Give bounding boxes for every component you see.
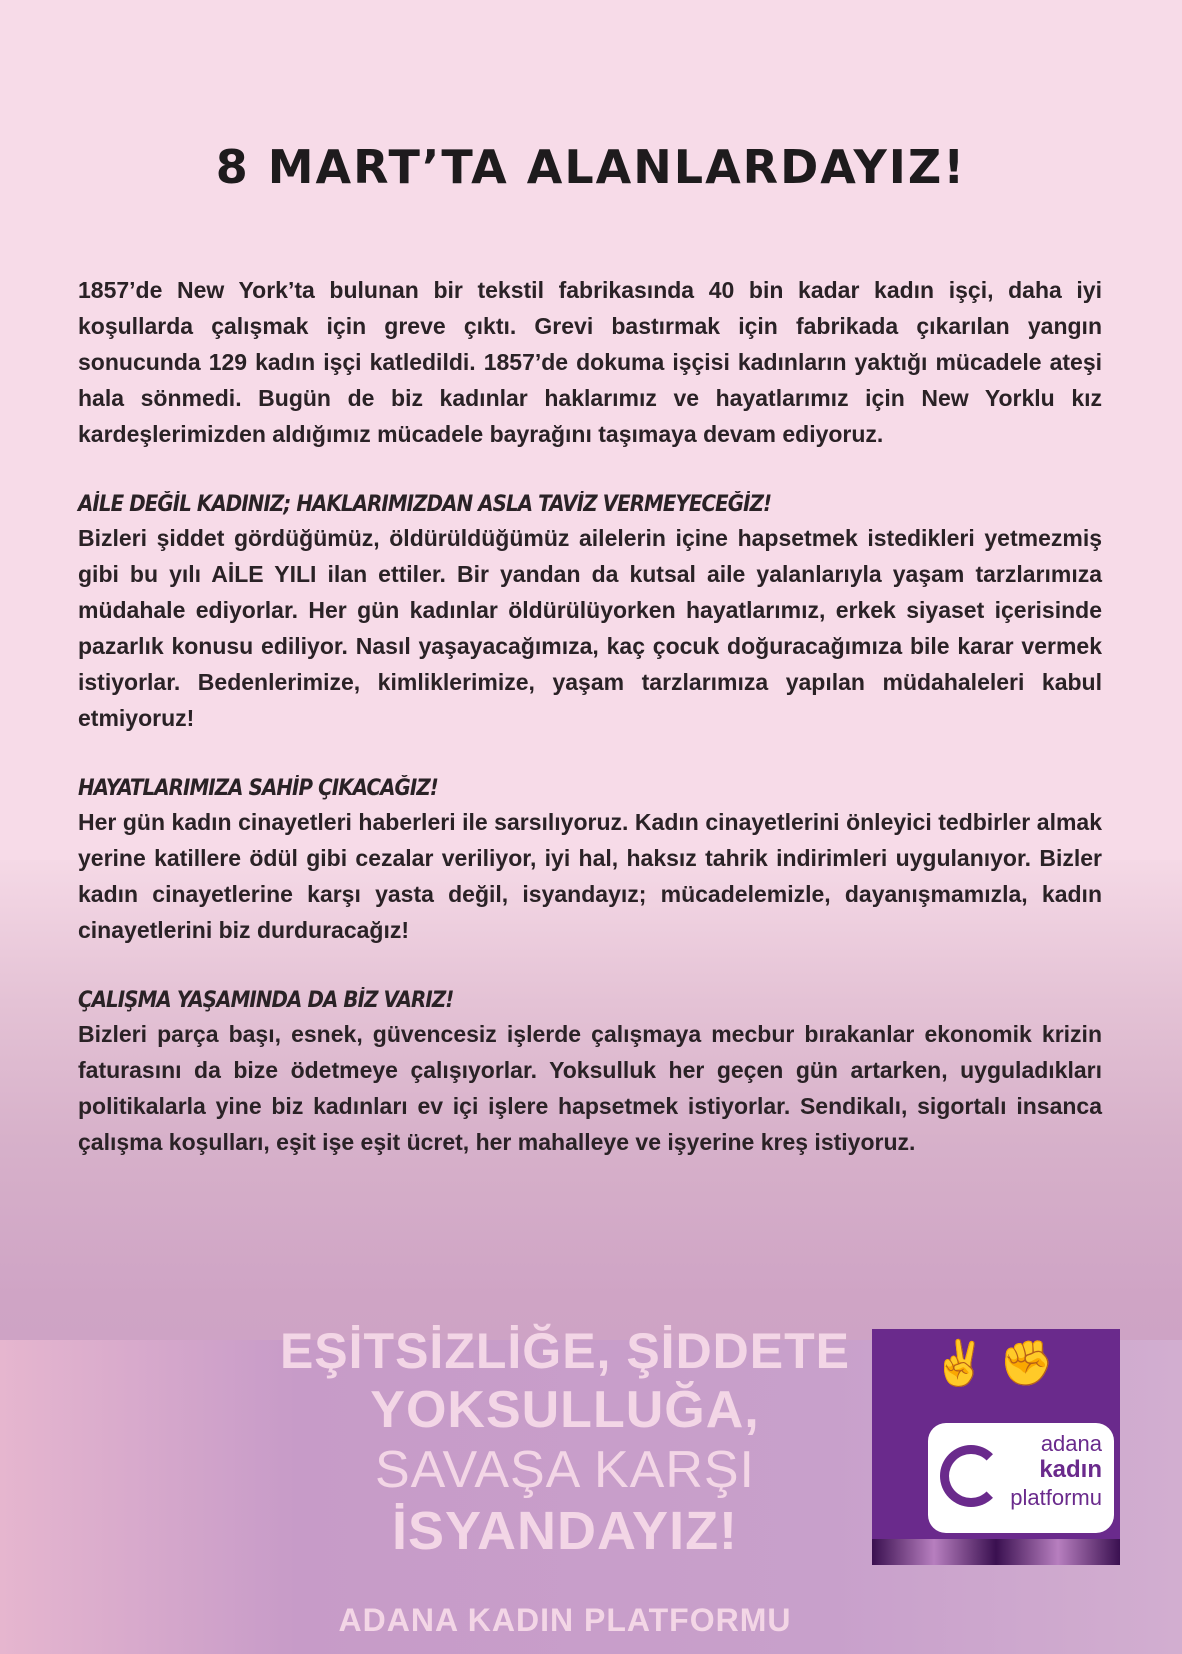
banner-footer: ADANA KADIN PLATFORMU — [338, 1602, 792, 1638]
article-body — [78, 272, 1102, 1160]
banner-line-2: YOKSULLUĞA, — [370, 1381, 760, 1439]
logo-card — [928, 1423, 1114, 1533]
section-paragraph: Bizleri şiddet gördüğümüz, öldürüldüğümüz ailelerin içine hapsetmek istedikleri yetmezmiş gibi bu yılı AİLE YILI ilan ettiler. Bir yandan da kutsal aile yalanlarıyla yaşam tarzlarımıza müdahale ediyorlar. Her gün kadınlar öldürülüyorken hayatlarımız, erkek siyaset içerisinde pazarlık konusu ediliyor. Nasıl yaşayacağımıza, kaç çocuk doğuracağımıza bile karar vermek istiyorlar. Bedenlerimize, kimliklerimize, yaşam tarzlarımıza yapılan müdahaleleri kabul etmiyoruz! — [78, 525, 1102, 731]
section-paragraph: Her gün kadın cinayetleri haberleri ile sarsılıyoruz. Kadın cinayetlerini önleyici tedbirler almak yerine katillere ödül gibi cezalar veriliyor, iyi hal, haksız tahrik indirimleri uygulanıyor. Bizler kadın cinayetlerine karşı yasta değil, isyandayız; mücadelemizle, dayanışmamızla, kadın cinayetlerini biz durduracağız! — [78, 809, 1102, 943]
women-silhouettes — [872, 1539, 1120, 1565]
intro-paragraph: 1857’de New York’ta bulunan bir tekstil fabrikasında 40 bin kadar kadın işçi, daha iyi koşullarda çalışmak için greve çıktı. Grevi bastırmak için fabrikada çıkarılan yangın sonucunda 129 kadın işçi katledildi. 1857’de dokuma işçisi kadınların yaktığı mücadele ateşi hala sönmedi. Bugün de biz kadınlar haklarımız ve hayatlarımız için New Yorklu kız kardeşlerimizden aldığımız mücadele bayrağını taşımaya devam ediyoruz. — [78, 277, 1102, 447]
page-title: 8 MART’TA ALANLARDAYIZ! — [215, 140, 967, 194]
section-paragraph: Bizleri parça başı, esnek, güvencesiz işlerde çalışmaya mecbur bırakanlar ekonomik krizin faturasını da bize ödetmeye çalışıyorlar. Yoksulluk her geçen gün artarken, uyguladıkları politikalarla yine biz kadınları ev içi işlere hapsetmek istiyorlar. Sendikalı, sigortalı insanca çalışma koşulları, eşit işe eşit ücret, her mahalleye ve işyerine kreş istiyoruz. — [78, 1021, 1102, 1155]
section-heading: AİLE DEĞİL KADINIZ; HAKLARIMIZDAN ASLA TAVİZ VERMEYECEĞİZ! — [78, 492, 772, 517]
adana-kadin-platformu-logo — [872, 1329, 1120, 1565]
banner-line-4: İSYANDAYIZ! — [391, 1501, 739, 1561]
logo-text-adana: adana — [1040, 1431, 1102, 1456]
logo-text-kadin: kadın — [1039, 1456, 1102, 1483]
section-heading: ÇALIŞMA YAŞAMINDA DA BİZ VARIZ! — [78, 988, 454, 1013]
logo-text-platformu: platformu — [1010, 1485, 1102, 1510]
section-heading: HAYATLARIMIZA SAHİP ÇIKACAĞIZ! — [78, 776, 438, 801]
banner-line-1: EŞİTSİZLİĞE, ŞİDDETE — [279, 1323, 851, 1379]
raised-hands-icon: ✌ ✊ — [932, 1339, 1054, 1388]
banner-line-3: SAVAŞA KARŞI — [374, 1441, 755, 1499]
circle-people-icon — [940, 1445, 1002, 1507]
